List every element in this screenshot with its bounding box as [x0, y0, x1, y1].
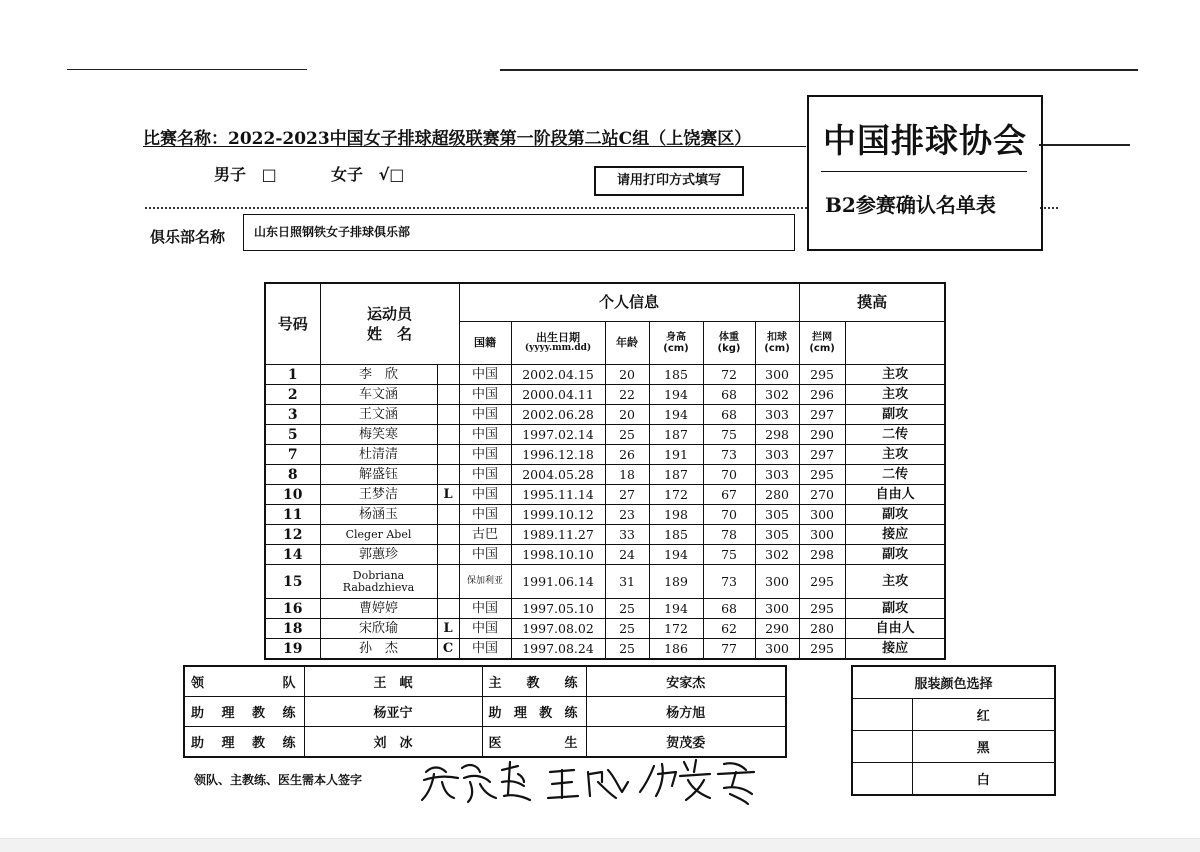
player-height: 185 — [649, 525, 703, 545]
staff-role: 主教练 — [482, 666, 586, 697]
player-position: 自由人 — [845, 485, 945, 505]
player-weight: 75 — [703, 425, 755, 445]
player-weight: 68 — [703, 599, 755, 619]
table-row — [265, 445, 945, 465]
player-name: 曹婷婷 — [320, 599, 437, 619]
player-height: 191 — [649, 445, 703, 465]
player-flag — [437, 425, 459, 445]
player-height: 194 — [649, 385, 703, 405]
player-weight: 75 — [703, 545, 755, 565]
player-birth-date: 2002.06.28 — [511, 405, 605, 425]
player-age: 25 — [605, 425, 649, 445]
player-number: 8 — [265, 465, 320, 485]
header-age: 年龄 — [605, 321, 649, 364]
header-height — [649, 321, 703, 364]
player-birth-date: 1997.02.14 — [511, 425, 605, 445]
staff-name: 杨亚宁 — [304, 697, 482, 727]
player-flag — [437, 599, 459, 619]
table-row — [265, 385, 945, 405]
dotted-separator — [145, 207, 807, 209]
staff-name: 杨方旭 — [586, 697, 786, 727]
match-title-underline — [143, 146, 806, 147]
player-name: 杨涵玉 — [320, 505, 437, 525]
player-age: 22 — [605, 385, 649, 405]
player-height: 198 — [649, 505, 703, 525]
player-nationality: 中国 — [459, 365, 511, 385]
player-position: 副攻 — [845, 545, 945, 565]
player-spike: 300 — [755, 639, 799, 660]
player-weight: 70 — [703, 505, 755, 525]
player-block: 295 — [799, 565, 845, 599]
staff-role: 助理教练 — [184, 697, 304, 727]
player-height: 189 — [649, 565, 703, 599]
player-age: 26 — [605, 445, 649, 465]
player-number: 15 — [265, 565, 320, 599]
header-birth-date — [511, 321, 605, 364]
staff-name: 贺茂委 — [586, 727, 786, 758]
player-position: 接应 — [845, 639, 945, 660]
player-name: 郭蕙珍 — [320, 545, 437, 565]
uniform-check-cell[interactable] — [852, 763, 912, 796]
player-name: 车文涵 — [320, 385, 437, 405]
header-athlete — [320, 283, 459, 365]
player-age: 24 — [605, 545, 649, 565]
player-weight: 70 — [703, 465, 755, 485]
staff-table — [183, 665, 787, 758]
player-flag — [437, 545, 459, 565]
player-birth-date: 1997.08.24 — [511, 639, 605, 660]
staff-role: 领队 — [184, 666, 304, 697]
player-birth-date: 2002.04.15 — [511, 365, 605, 385]
player-name: 梅笑寒 — [320, 425, 437, 445]
male-checkbox[interactable]: □ — [261, 165, 277, 184]
uniform-check-cell[interactable] — [852, 731, 912, 763]
player-birth-date: 2000.04.11 — [511, 385, 605, 405]
player-block: 297 — [799, 445, 845, 465]
player-block: 270 — [799, 485, 845, 505]
player-block: 295 — [799, 365, 845, 385]
player-age: 25 — [605, 619, 649, 639]
player-weight: 77 — [703, 639, 755, 660]
handwritten-signature — [418, 752, 788, 808]
player-birth-date: 1991.06.14 — [511, 565, 605, 599]
player-position: 二传 — [845, 465, 945, 485]
player-height: 186 — [649, 639, 703, 660]
player-height: 194 — [649, 405, 703, 425]
player-position: 副攻 — [845, 505, 945, 525]
player-spike: 305 — [755, 505, 799, 525]
player-position: 接应 — [845, 525, 945, 545]
player-birth-date: 1995.11.14 — [511, 485, 605, 505]
player-block: 296 — [799, 385, 845, 405]
staff-role: 助理教练 — [184, 727, 304, 758]
table-row — [265, 565, 945, 599]
top-rule-left — [67, 69, 307, 70]
header-number: 号码 — [265, 283, 320, 365]
player-nationality: 中国 — [459, 545, 511, 565]
header-spike-label: 扣球 — [767, 331, 788, 343]
player-birth-date: 1989.11.27 — [511, 525, 605, 545]
player-nationality: 保加利亚 — [459, 565, 511, 599]
player-flag — [437, 405, 459, 425]
association-divider — [821, 171, 1027, 172]
player-weight: 73 — [703, 565, 755, 599]
player-block: 295 — [799, 599, 845, 619]
player-height: 194 — [649, 545, 703, 565]
player-weight: 62 — [703, 619, 755, 639]
player-height: 185 — [649, 365, 703, 385]
header-nationality: 国籍 — [459, 321, 511, 364]
table-row — [265, 639, 945, 660]
player-age: 20 — [605, 365, 649, 385]
player-spike: 302 — [755, 385, 799, 405]
player-nationality: 中国 — [459, 619, 511, 639]
player-number: 19 — [265, 639, 320, 660]
player-birth-date: 1996.12.18 — [511, 445, 605, 465]
uniform-color: 红 — [912, 699, 1055, 731]
header-birth-date-label: 出生日期 — [536, 330, 581, 344]
player-age: 23 — [605, 505, 649, 525]
player-block: 298 — [799, 545, 845, 565]
table-row — [265, 545, 945, 565]
player-flag — [437, 505, 459, 525]
player-position: 副攻 — [845, 405, 945, 425]
player-nationality: 中国 — [459, 425, 511, 445]
player-flag: C — [437, 639, 459, 660]
player-height: 187 — [649, 425, 703, 445]
uniform-color: 黑 — [912, 731, 1055, 763]
player-nationality: 中国 — [459, 639, 511, 660]
player-block: 295 — [799, 639, 845, 660]
player-birth-date: 1999.10.12 — [511, 505, 605, 525]
female-label: 女子 — [331, 165, 364, 184]
header-block-label: 拦网 — [812, 331, 833, 343]
player-age: 20 — [605, 405, 649, 425]
female-checkbox[interactable]: √□ — [378, 165, 405, 184]
player-spike: 303 — [755, 465, 799, 485]
player-position: 主攻 — [845, 565, 945, 599]
player-position: 自由人 — [845, 619, 945, 639]
player-flag — [437, 365, 459, 385]
player-spike: 303 — [755, 405, 799, 425]
player-name: 杜清清 — [320, 445, 437, 465]
header-athlete-line1: 运动员 — [367, 305, 413, 323]
player-spike: 302 — [755, 545, 799, 565]
header-block — [799, 321, 845, 364]
player-block: 297 — [799, 405, 845, 425]
header-weight-label: 体重 — [719, 331, 740, 343]
player-block: 300 — [799, 525, 845, 545]
player-nationality: 中国 — [459, 599, 511, 619]
table-row — [265, 465, 945, 485]
player-age: 25 — [605, 599, 649, 619]
player-name: Cleger Abel — [320, 525, 437, 545]
player-number: 12 — [265, 525, 320, 545]
player-flag: L — [437, 619, 459, 639]
player-number: 1 — [265, 365, 320, 385]
player-name: 李 欣 — [320, 365, 437, 385]
player-flag — [437, 465, 459, 485]
uniform-color: 白 — [912, 763, 1055, 796]
form-title: B2参赛确认名单表 — [825, 193, 996, 217]
match-name: 2022-2023中国女子排球超级联赛第一阶段第二站C组（上饶赛区） — [228, 129, 752, 149]
player-number: 10 — [265, 485, 320, 505]
staff-role: 助理教练 — [482, 697, 586, 727]
header-weight — [703, 321, 755, 364]
player-weight: 72 — [703, 365, 755, 385]
staff-role: 医生 — [482, 727, 586, 758]
player-spike: 300 — [755, 565, 799, 599]
player-name: 王梦洁 — [320, 485, 437, 505]
player-position: 主攻 — [845, 385, 945, 405]
player-number: 2 — [265, 385, 320, 405]
player-height: 187 — [649, 465, 703, 485]
player-nationality: 中国 — [459, 405, 511, 425]
table-row — [265, 425, 945, 445]
player-age: 27 — [605, 485, 649, 505]
player-position: 副攻 — [845, 599, 945, 619]
table-row — [265, 599, 945, 619]
header-height-unit: (cm) — [663, 342, 689, 354]
gender-male — [214, 162, 277, 185]
player-weight: 73 — [703, 445, 755, 465]
header-block-unit: (cm) — [809, 342, 835, 354]
uniform-check-cell[interactable] — [852, 699, 912, 731]
player-name: Dobriana Rabadzhieva — [320, 565, 437, 599]
table-row — [265, 365, 945, 385]
player-age: 33 — [605, 525, 649, 545]
player-age: 25 — [605, 639, 649, 660]
player-birth-date: 1998.10.10 — [511, 545, 605, 565]
gender-female — [331, 162, 404, 185]
player-spike: 305 — [755, 525, 799, 545]
table-row — [265, 505, 945, 525]
player-birth-date: 1997.05.10 — [511, 599, 605, 619]
player-flag — [437, 445, 459, 465]
player-number: 11 — [265, 505, 320, 525]
header-athlete-line2: 姓 名 — [367, 325, 413, 343]
player-height: 172 — [649, 485, 703, 505]
player-position: 主攻 — [845, 365, 945, 385]
header-height-label: 身高 — [666, 331, 687, 343]
association-name: 中国排球协会 — [823, 121, 1027, 160]
uniform-title: 服装颜色选择 — [852, 666, 1055, 699]
player-flag — [437, 525, 459, 545]
player-flag: L — [437, 485, 459, 505]
player-weight: 67 — [703, 485, 755, 505]
association-box — [807, 95, 1043, 251]
player-block: 300 — [799, 505, 845, 525]
player-spike: 300 — [755, 599, 799, 619]
player-birth-date: 1997.08.02 — [511, 619, 605, 639]
player-nationality: 古巴 — [459, 525, 511, 545]
player-number: 3 — [265, 405, 320, 425]
player-name: 解盛钰 — [320, 465, 437, 485]
header-personal-info: 个人信息 — [459, 283, 799, 321]
header-weight-unit: (kg) — [717, 342, 741, 354]
header-spike — [755, 321, 799, 364]
player-number: 14 — [265, 545, 320, 565]
player-height: 172 — [649, 619, 703, 639]
assoc-side-rule — [1039, 144, 1130, 146]
player-name: 孙 杰 — [320, 639, 437, 660]
print-note: 请用打印方式填写 — [594, 166, 744, 196]
player-age: 18 — [605, 465, 649, 485]
roster-table — [264, 282, 946, 660]
player-block: 290 — [799, 425, 845, 445]
header-spike-unit: (cm) — [764, 342, 790, 354]
staff-row — [184, 666, 786, 697]
player-number: 16 — [265, 599, 320, 619]
player-spike: 303 — [755, 445, 799, 465]
male-label: 男子 — [214, 165, 247, 184]
signature-note: 领队、主教练、医生需本人签字 — [194, 773, 363, 787]
match-label: 比赛名称： — [143, 129, 228, 149]
player-block: 280 — [799, 619, 845, 639]
table-row — [265, 525, 945, 545]
player-number: 18 — [265, 619, 320, 639]
player-spike: 300 — [755, 365, 799, 385]
table-row — [265, 405, 945, 425]
player-number: 7 — [265, 445, 320, 465]
player-nationality: 中国 — [459, 465, 511, 485]
player-spike: 280 — [755, 485, 799, 505]
player-number: 5 — [265, 425, 320, 445]
club-name-field[interactable] — [243, 214, 795, 251]
player-flag — [437, 565, 459, 599]
player-nationality: 中国 — [459, 485, 511, 505]
player-name: 宋欣瑜 — [320, 619, 437, 639]
player-spike: 298 — [755, 425, 799, 445]
page-bottom-edge — [0, 838, 1200, 852]
player-weight: 78 — [703, 525, 755, 545]
player-nationality: 中国 — [459, 385, 511, 405]
staff-name: 刘 冰 — [304, 727, 482, 758]
table-row — [265, 619, 945, 639]
player-nationality: 中国 — [459, 505, 511, 525]
player-birth-date: 2004.05.28 — [511, 465, 605, 485]
top-rule-right — [500, 69, 1138, 71]
staff-name: 王 岷 — [304, 666, 482, 697]
player-flag — [437, 385, 459, 405]
staff-name: 安家杰 — [586, 666, 786, 697]
uniform-color-table — [851, 665, 1056, 796]
player-spike: 290 — [755, 619, 799, 639]
player-age: 31 — [605, 565, 649, 599]
player-position: 主攻 — [845, 445, 945, 465]
club-label: 俱乐部名称 — [150, 228, 226, 246]
player-height: 194 — [649, 599, 703, 619]
header-reach: 摸高 — [799, 283, 945, 321]
player-weight: 68 — [703, 405, 755, 425]
player-position: 二传 — [845, 425, 945, 445]
player-weight: 68 — [703, 385, 755, 405]
header-birth-date-format: (yyyy.mm.dd) — [524, 342, 592, 353]
staff-row — [184, 697, 786, 727]
club-name: 山东日照钢铁女子排球俱乐部 — [254, 225, 411, 239]
player-nationality: 中国 — [459, 445, 511, 465]
player-name: 王文涵 — [320, 405, 437, 425]
player-block: 295 — [799, 465, 845, 485]
table-row — [265, 485, 945, 505]
